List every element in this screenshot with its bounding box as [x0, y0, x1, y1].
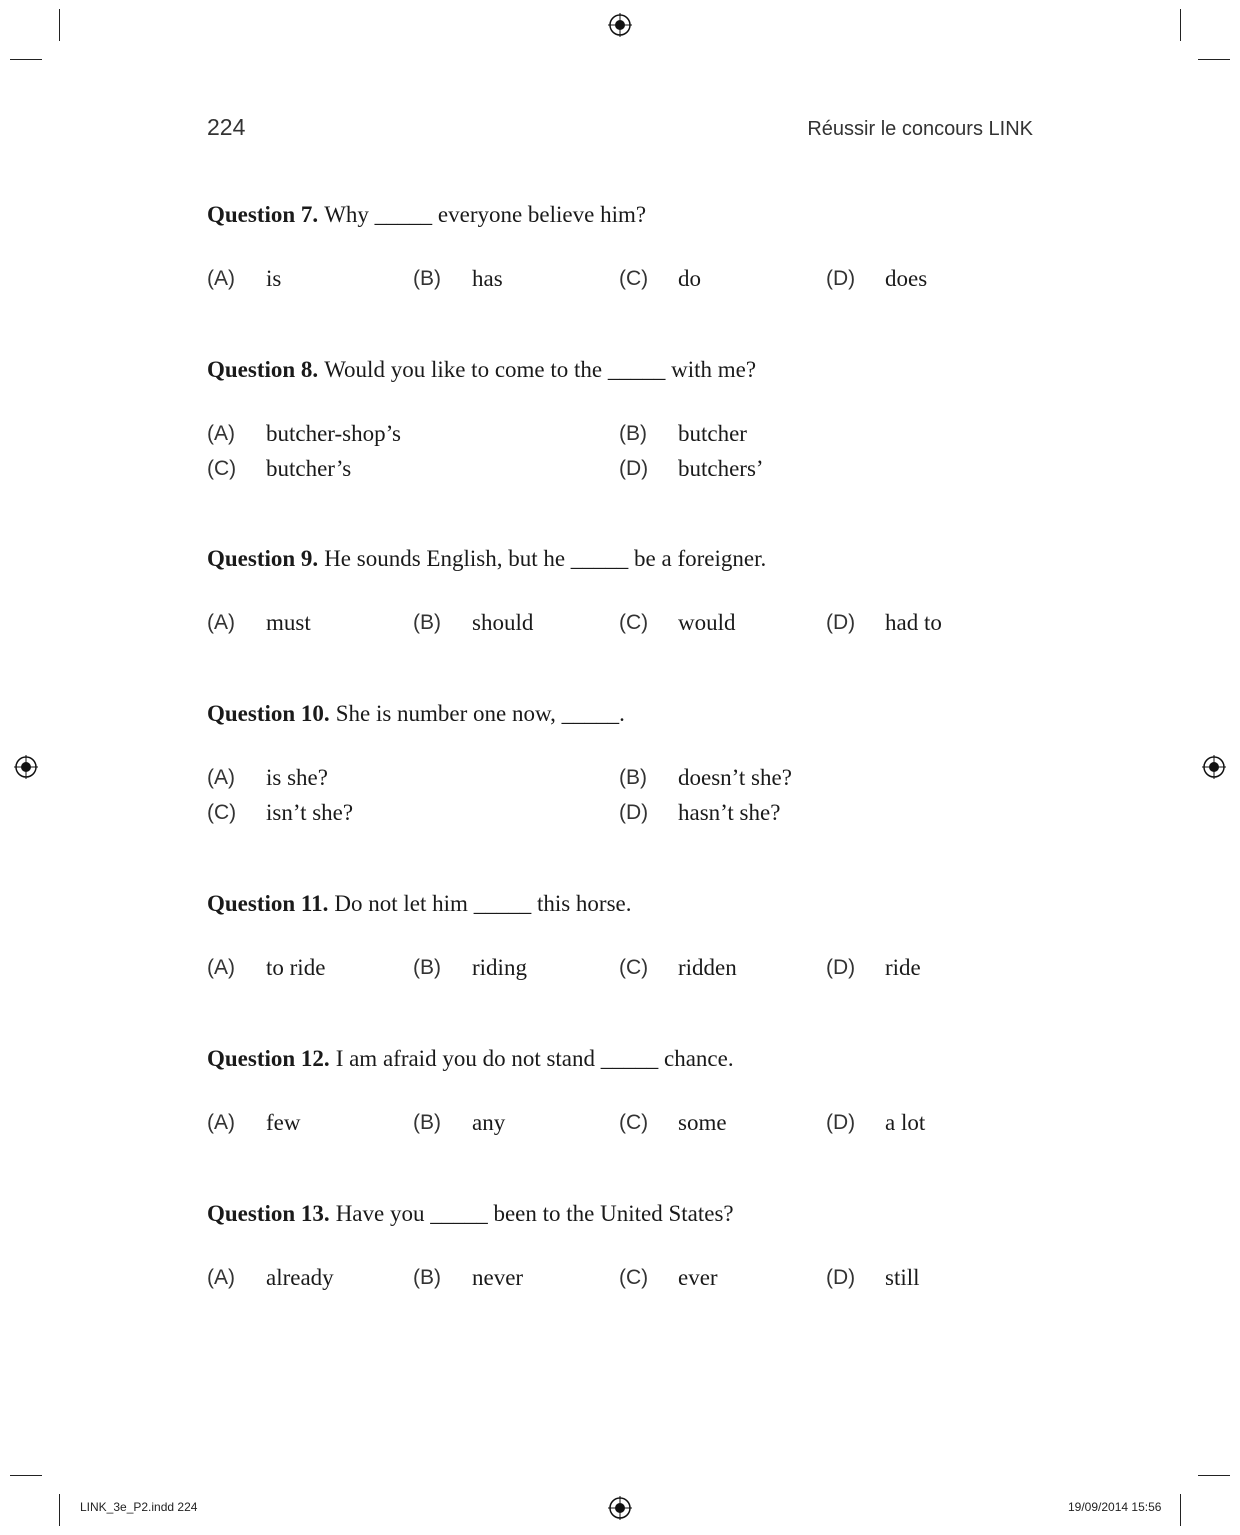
- option-text: butcher’s: [266, 456, 352, 481]
- option-letter: (A): [207, 611, 235, 634]
- answer-options: [207, 954, 1037, 982]
- option-text: hasn’t she?: [678, 800, 781, 825]
- option-letter: (B): [619, 766, 647, 789]
- option-text: riding: [472, 955, 527, 980]
- question-label: Question 9.: [207, 546, 319, 571]
- option-letter: (C): [619, 1266, 649, 1289]
- question-11: [207, 890, 1037, 982]
- option-letter: (B): [413, 1266, 441, 1289]
- option-text: doesn’t she?: [678, 765, 792, 790]
- option-text: never: [472, 1265, 524, 1290]
- question-text: Why _____ everyone believe him?: [324, 202, 647, 227]
- option-text: butcher-shop’s: [266, 421, 401, 446]
- option-text: must: [266, 610, 311, 635]
- answer-options: [207, 420, 1037, 483]
- answer-options: [207, 609, 1037, 637]
- option-letter: (C): [619, 611, 649, 634]
- question-10: [207, 700, 1037, 827]
- option-letter: (B): [619, 422, 647, 445]
- registration-mark-icon: [608, 1496, 632, 1520]
- option-text: already: [266, 1265, 334, 1290]
- question-label: Question 8.: [207, 357, 319, 382]
- option-letter: (D): [619, 457, 649, 480]
- option-text: had to: [885, 610, 942, 635]
- option-letter: (A): [207, 267, 235, 290]
- question-text: I am afraid you do not stand _____ chance.: [335, 1046, 734, 1071]
- option-text: has: [472, 266, 503, 291]
- option-text: do: [678, 266, 701, 291]
- answer-options: [207, 764, 1037, 827]
- question-12: [207, 1045, 1037, 1137]
- option-text: is: [266, 266, 282, 291]
- option-letter: (D): [826, 1266, 856, 1289]
- question-text: She is number one now, _____.: [335, 701, 625, 726]
- crop-mark: [1198, 1475, 1230, 1476]
- option-letter: (C): [619, 956, 649, 979]
- question-7: [207, 201, 1037, 293]
- answer-options: [207, 265, 1037, 293]
- option-letter: (B): [413, 956, 441, 979]
- option-letter: (D): [826, 1111, 856, 1134]
- option-letter: (D): [619, 801, 649, 824]
- option-text: should: [472, 610, 534, 635]
- question-label: Question 10.: [207, 701, 330, 726]
- option-letter: (B): [413, 611, 441, 634]
- crop-mark: [10, 1475, 42, 1476]
- question-text: Would you like to come to the _____ with me?: [324, 357, 757, 382]
- date-slug: 19/09/2014 15:56: [1068, 1500, 1162, 1514]
- option-text: some: [678, 1110, 727, 1135]
- question-9: [207, 545, 1037, 637]
- crop-mark: [1198, 59, 1230, 60]
- option-letter: (D): [826, 611, 856, 634]
- option-text: would: [678, 610, 736, 635]
- option-text: ever: [678, 1265, 718, 1290]
- answer-options: [207, 1109, 1037, 1137]
- option-text: butchers’: [678, 456, 764, 481]
- file-slug: LINK_3e_P2.indd 224: [80, 1500, 198, 1514]
- registration-mark-icon: [1202, 755, 1226, 779]
- question-text: He sounds English, but he _____ be a foreigner.: [324, 546, 767, 571]
- option-letter: (A): [207, 1266, 235, 1289]
- question-13: [207, 1200, 1037, 1292]
- crop-mark: [1180, 1494, 1181, 1526]
- option-text: a lot: [885, 1110, 926, 1135]
- question-label: Question 7.: [207, 202, 319, 227]
- answer-options: [207, 1264, 1037, 1292]
- option-letter: (C): [619, 267, 649, 290]
- crop-mark: [10, 59, 42, 60]
- question-label: Question 12.: [207, 1046, 330, 1071]
- question-text: Do not let him _____ this horse.: [334, 891, 632, 916]
- option-text: does: [885, 266, 928, 291]
- option-letter: (C): [207, 457, 237, 480]
- option-text: any: [472, 1110, 506, 1135]
- option-letter: (C): [619, 1111, 649, 1134]
- registration-mark-icon: [608, 13, 632, 37]
- option-text: butcher: [678, 421, 747, 446]
- option-text: isn’t she?: [266, 800, 354, 825]
- crop-mark: [59, 1494, 60, 1526]
- registration-mark-icon: [14, 755, 38, 779]
- option-letter: (A): [207, 766, 235, 789]
- option-text: to ride: [266, 955, 326, 980]
- option-letter: (B): [413, 267, 441, 290]
- question-label: Question 13.: [207, 1201, 330, 1226]
- crop-mark: [59, 9, 60, 41]
- question-text: Have you _____ been to the United States?: [335, 1201, 734, 1226]
- option-letter: (C): [207, 801, 237, 824]
- option-letter: (B): [413, 1111, 441, 1134]
- option-text: ride: [885, 955, 921, 980]
- option-text: ridden: [678, 955, 737, 980]
- page-number: 224: [207, 114, 246, 140]
- option-letter: (A): [207, 956, 235, 979]
- crop-mark: [1180, 9, 1181, 41]
- option-letter: (D): [826, 267, 856, 290]
- option-letter: (A): [207, 422, 235, 445]
- option-text: still: [885, 1265, 920, 1290]
- option-letter: (A): [207, 1111, 235, 1134]
- question-8: [207, 356, 1037, 483]
- running-head: Réussir le concours LINK: [807, 118, 1033, 140]
- option-text: is she?: [266, 765, 328, 790]
- question-label: Question 11.: [207, 891, 329, 916]
- option-letter: (D): [826, 956, 856, 979]
- option-text: few: [266, 1110, 301, 1135]
